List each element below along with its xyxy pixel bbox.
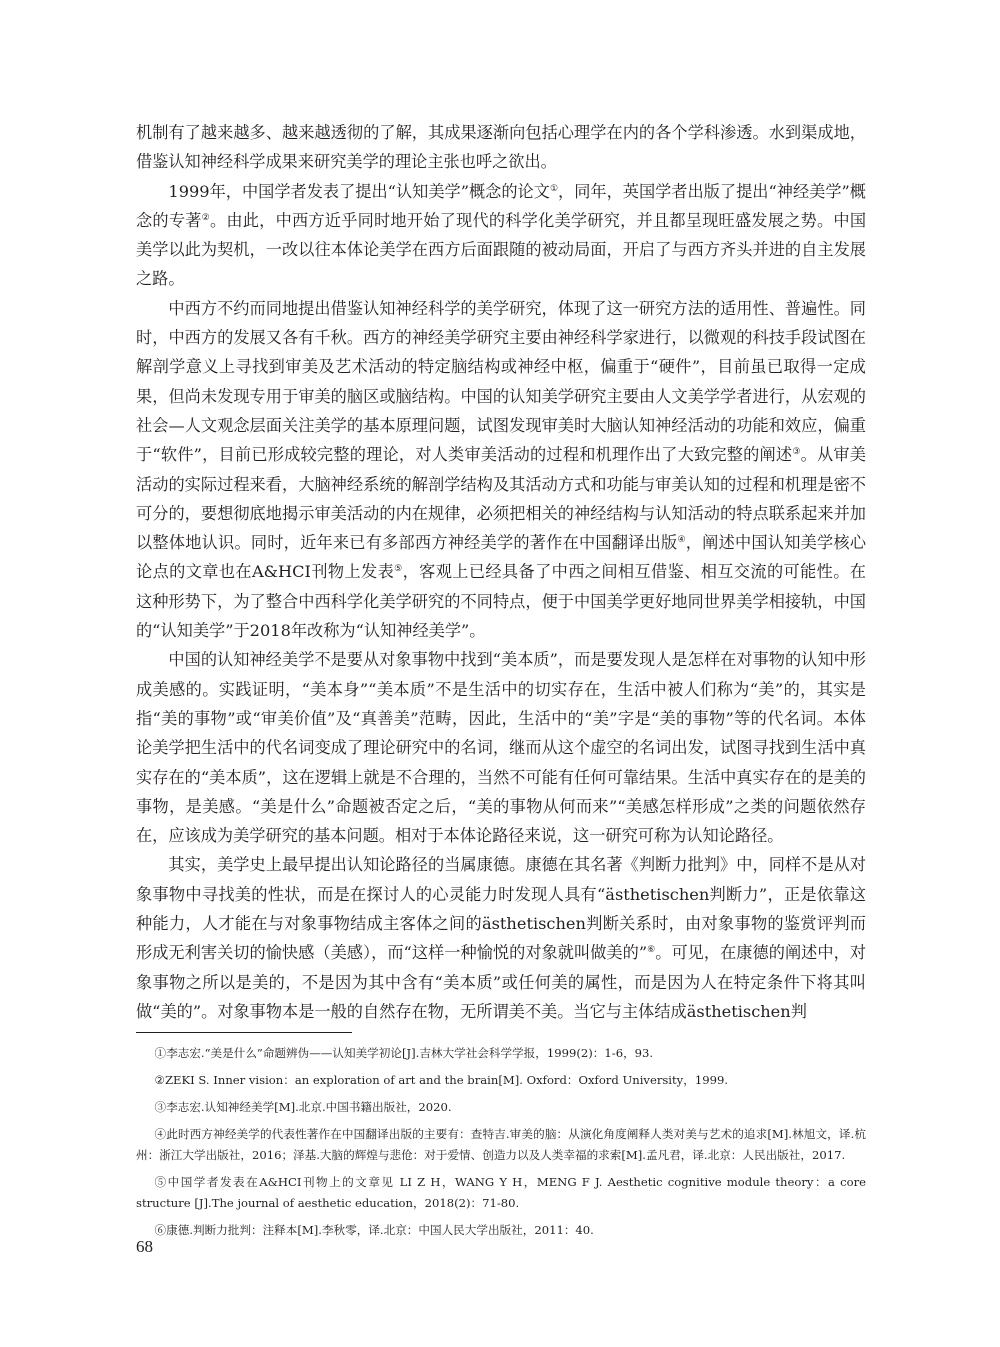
paragraph-5-part-a: 其实，美学史上最早提出认知论路径的当属康德。康德在其名著《判断力批判》中，同样不是从对象事物中寻找美的性状，而是在探讨人的心灵能力时发现人具有“ästhetischen判断力”，正是依靠这种能力，人才能在与对象事物结成主客体之间的ästhetischen判断关系时，由对象事物的鉴赏评判而形成无利害关切的愉快感（美感），而“这样一种愉悦的对象就叫做美的” [136,855,866,963]
footnote-4: ④此时西方神经美学的代表性著作在中国翻译出版的主要有：查特吉.审美的脑：从演化角度阐释人类对美与艺术的追求[M].林旭文，译.杭州：浙江大学出版社，2016；泽基.大脑的辉煌与悲伧：对于爱情、创造力以及人类幸福的求索[M].孟凡君，译.北京：人民出版社，2017. [136,1127,866,1163]
footnotes [136,1043,866,1241]
page-number: 68 [136,1237,153,1256]
paragraph-4: 中国的认知神经美学不是要从对象事物中找到“美本质”，而是要发现人是怎样在对事物的认知中形成美感的。实践证明，“美本身”“美本质”不是生活中的切实存在，生活中被人们称为“美”的，其实是指“美的事物”或“审美价值”及“真善美”范畴，因此，生活中的“美”字是“美的事物”等的代名词。本体论美学把生活中的代名词变成了理论研究中的名词，继而从这个虚空的名词出发，试图寻找到生活中真实存在的“美本质”，这在逻辑上就是不合理的，当然不可能有任何可靠结果。生活中真实存在的是美的事物，是美感。“美是什么”命题被否定之后，“美的事物从何而来”“美感怎样形成”之类的问题依然存在，应该成为美学研究的基本问题。相对于本体论路径来说，这一研究可称为认知论路径。 [136,650,866,846]
footnote-ref-2[interactable]: ② [201,212,210,223]
footnote-5: ⑤中国学者发表在A&HCI刊物上的文章见 LI Z H，WANG Y H，MENG F J. Aesthetic cognitive module theory：a core structure [J].The journal of aesthetic education，2018(2)：71-80. [136,1175,866,1211]
footnote-2: ②ZEKI S. Inner vision：an exploration of art and the brain[M]. Oxford：Oxford University，1999. [154,1073,729,1088]
paragraph-3-part-b: 。从审美活动的实际过程来看，大脑神经系统的解剖学结构及其活动方式和功能与审美认知的过程和机理是密不可分的，要想彻底地揭示审美活动的内在规律，必须把相关的神经结构与认知活动的特点联系起来并加以整体地认识。同时，近年来已有多部西方神经美学的著作在中国翻译出版 [136,445,866,553]
paragraph-2-part-b: ，同年，英国学者出版了提出“神经美学”概念的专著 [136,181,866,230]
paragraph-3-part-c: ，阐述中国认知美学核心论点的文章也在A&HCI刊物上发表 [136,533,867,582]
paragraph-2-part-a: 1999年，中国学者发表了提出“认知美学”概念的论文 [168,181,550,201]
footnote-ref-6[interactable]: ⑥ [647,945,656,956]
footnote-ref-3[interactable]: ③ [792,447,801,458]
footnote-divider [136,1032,352,1033]
page-body [136,118,866,1247]
footnote-ref-4[interactable]: ④ [677,535,686,546]
paragraph-2-part-c: 。由此，中西方近乎同时地开始了现代的科学化美学研究，并且都呈现旺盛发展之势。中国美学以此为契机，一改以往本体论美学在西方后面跟随的被动局面，开启了与西方齐头并进的自主发展之路。 [136,210,867,289]
paragraph-3 [136,294,866,646]
paragraph-5 [136,850,866,1026]
paragraph-3-part-a: 中西方不约而同地提出借鉴认知神经科学的美学研究，体现了这一研究方法的适用性、普遍性。同时，中西方的发展又各有千秋。西方的神经美学研究主要由神经科学家进行，以微观的科技手段试图在解剖学意义上寻找到审美及艺术活动的特定脑结构或神经中枢，偏重于“硬件”，目前虽已取得一定成果，但尚未发现专用于审美的脑区或脑结构。中国的认知美学研究主要由人文美学学者进行，从宏观的社会—人文观念层面关注美学的基本原理问题，试图发现审美时大脑认知神经活动的功能和效应，偏重于“软件”，目前已形成较完整的理论，对人类审美活动的过程和机理作出了大致完整的阐述 [136,298,866,465]
paragraph-1: 机制有了越来越多、越来越透彻的了解，其成果逐渐向包括心理学在内的各个学科渗透。水到渠成地，借鉴认知神经科学成果来研究美学的理论主张也呼之欲出。 [136,123,866,172]
footnote-ref-1[interactable]: ① [549,183,559,194]
footnote-6: ⑥康德.判断力批判：注释本[M].李秋零，译.北京：中国人民大学出版社，2011：40. [154,1223,594,1238]
footnote-3: ③李志宏.认知神经美学[M].北京.中国书籍出版社，2020. [154,1100,452,1115]
paragraph-5-part-b: 。可见，在康德的阐述中，对象事物之所以是美的，不是因为其中含有“美本质”或任何美的属性，而是因为人在特定条件下将其叫做“美的”。对象事物本是一般的自然存在物，无所谓美不美。当它与主体结成ästhetischen判 [136,943,866,1021]
footnote-ref-5[interactable]: ⑤ [394,564,403,575]
paragraph-3-part-d: ，客观上已经具备了中西之间相互借鉴、相互交流的可能性。在这种形势下，为了整合中西科学化美学研究的不同特点，便于中国美学更好地同世界美学相接轨，中国的“认知美学”于2018年改称为“认知神经美学”。 [136,562,866,641]
footnote-1: ①李志宏.“美是什么”命题辨伪——认知美学初论[J].吉林大学社会科学学报，1999(2)：1-6，93. [154,1046,654,1061]
paragraph-2 [136,177,866,294]
